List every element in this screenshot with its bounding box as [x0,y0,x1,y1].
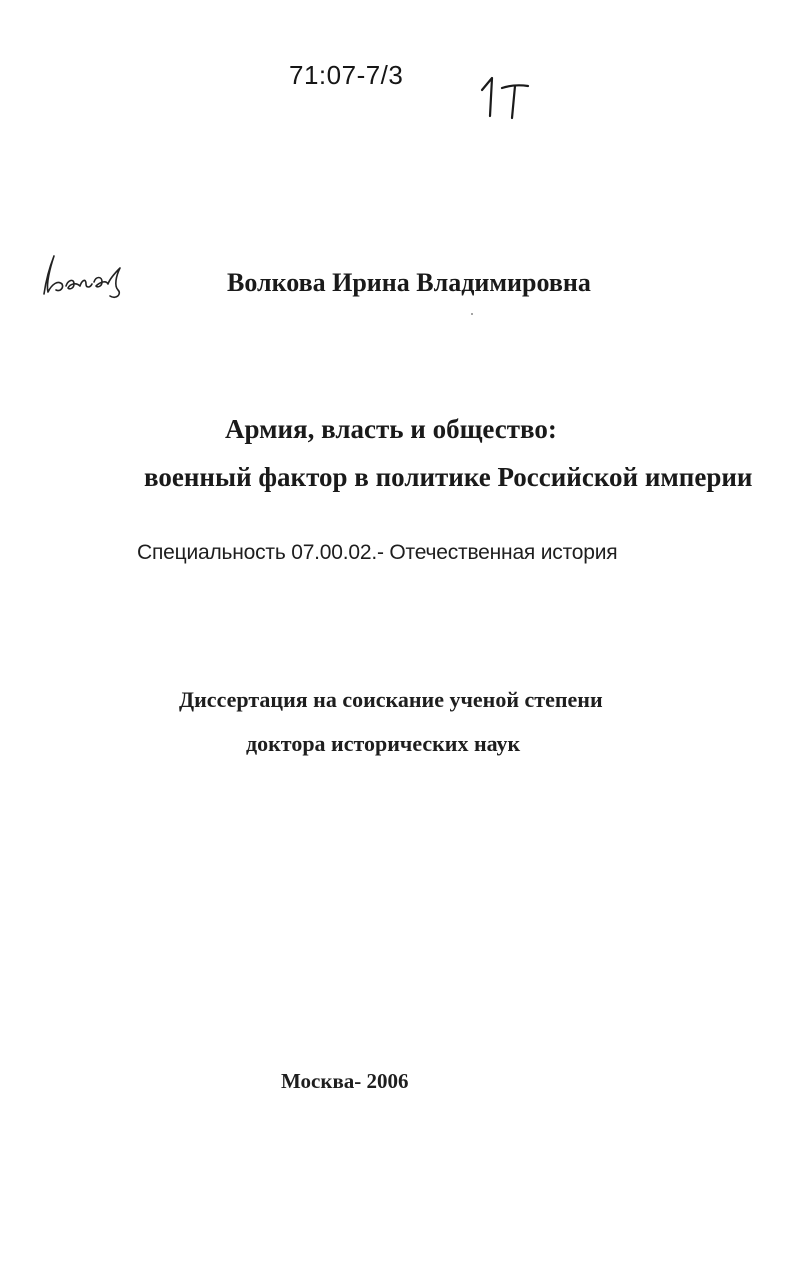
specialty: Специальность 07.00.02.- Отечественная история [137,541,618,564]
degree-line-1: Диссертация на соискание ученой степени [179,687,603,712]
scan-speck [471,313,473,315]
signature [36,246,136,306]
title-line-2: военный фактор в политике Российской империи [144,462,753,492]
degree-line-2: доктора исторических наук [246,731,521,756]
author-name: Волкова Ирина Владимировна [227,268,591,297]
place-year: Москва- 2006 [281,1069,409,1093]
handwritten-mark [476,68,536,128]
catalog-number: 71:07-7/3 [289,60,404,90]
title-line-1: Армия, власть и общество: [225,414,557,444]
